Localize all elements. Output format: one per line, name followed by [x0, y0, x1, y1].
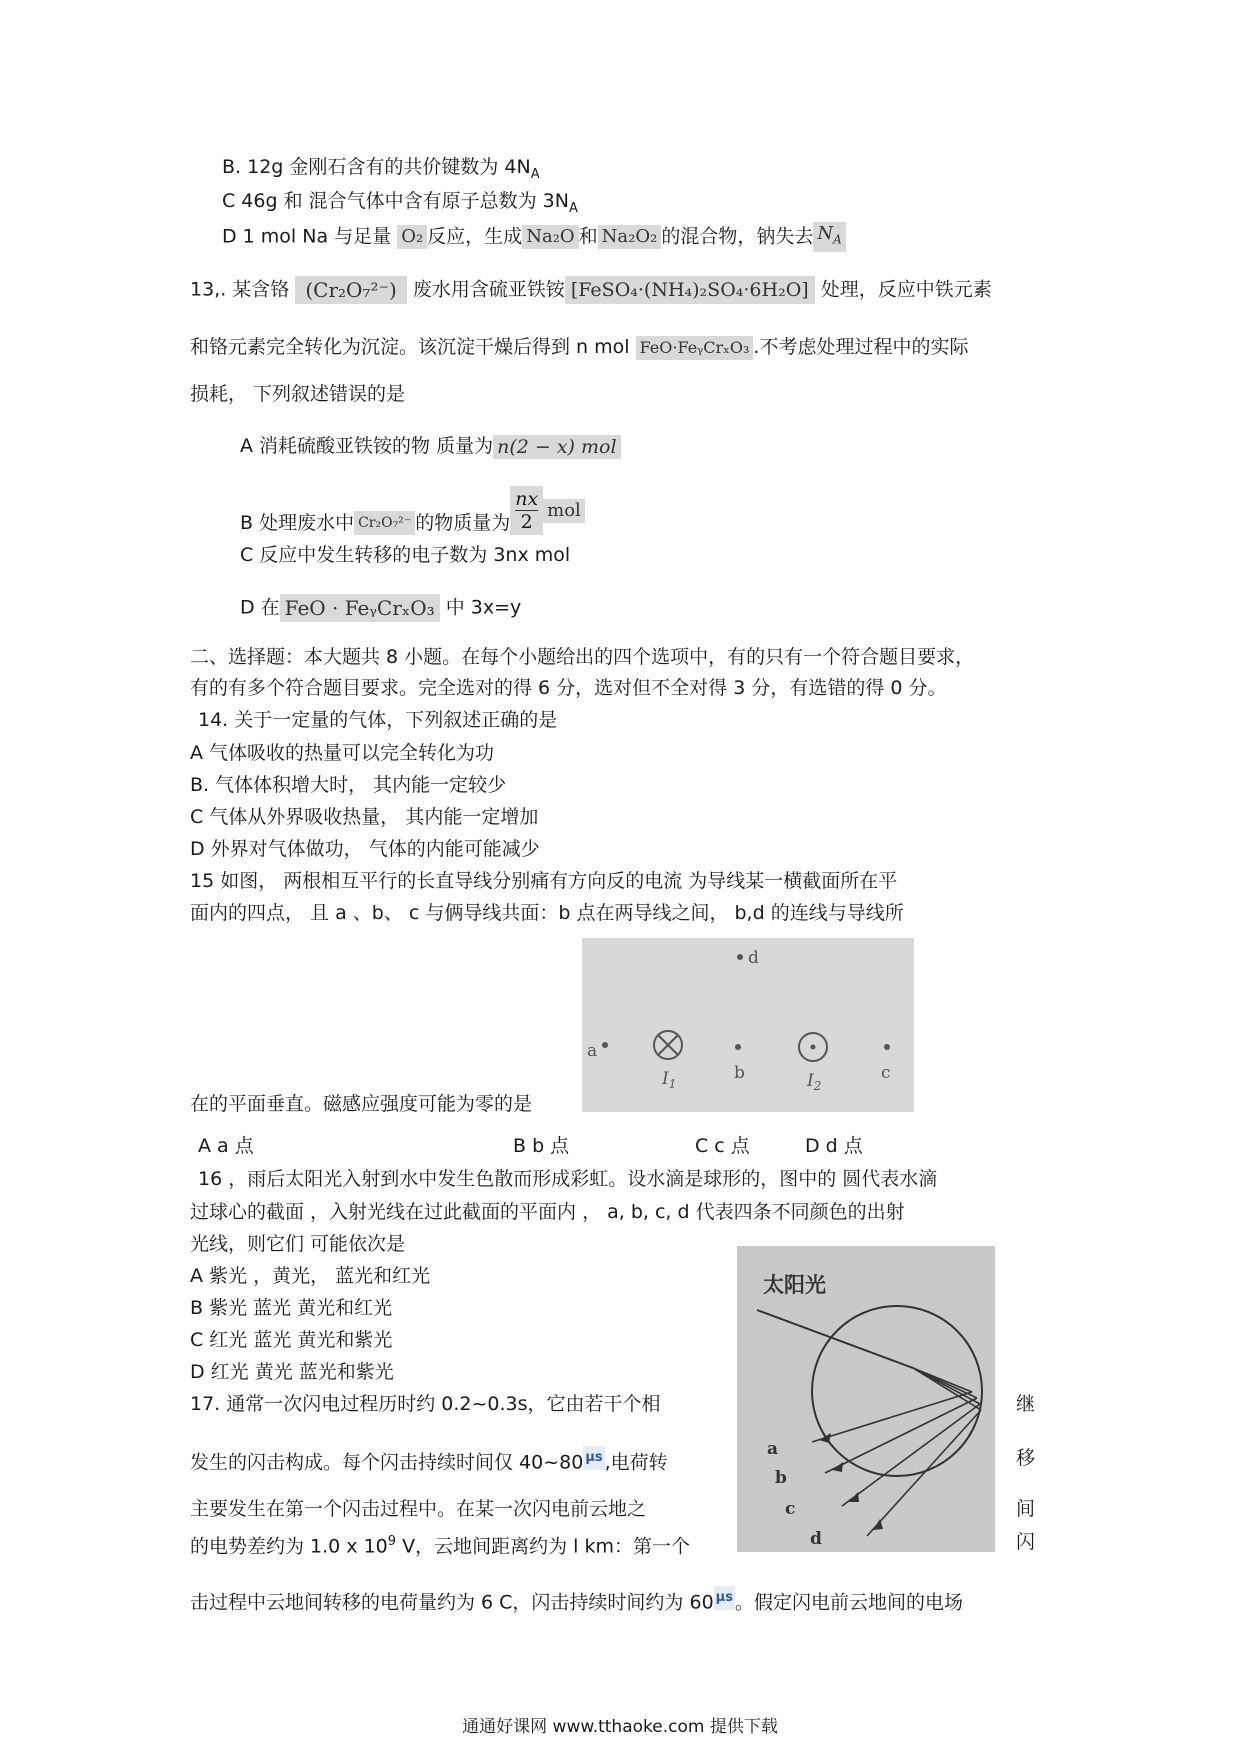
page-footer: 通通好课网 www.tthaoke.com 提供下载	[462, 1717, 778, 1737]
section2-line2: 有的有多个符合题目要求。完全选对的得 6 分，选对但不全对得 3 分，有选错的得 0 分。	[190, 677, 947, 699]
q13-line3: 损耗， 下列叙述错误的是	[190, 383, 406, 405]
formula-na2o: Na₂O	[522, 225, 578, 249]
q14-stem: 14. 关于一定量的气体，下列叙述正确的是	[198, 709, 558, 731]
fig15-label-a: a	[587, 1041, 598, 1061]
q13-option-d: D 在 FeO · FeᵧCrₓO₃ 中 3x=y	[240, 596, 522, 620]
fig16-label-a: a	[767, 1439, 779, 1459]
formula-dichromate: (Cr₂O₇²⁻)	[295, 276, 406, 304]
fig16-label-d: d	[810, 1529, 822, 1549]
formula-cr2o7: Cr₂O₇²⁻	[354, 511, 415, 535]
q14-option-b: B. 气体体积增大时， 其内能一定较少	[190, 774, 507, 796]
q15-option-a: A a 点	[198, 1135, 254, 1157]
mu-s-unit-2: μs	[714, 1586, 735, 1610]
formula-n2x: n(2 − x) mol	[493, 435, 620, 459]
q16-line2: 过球心的截面 ，入射光线在过此截面的平面内 ， a, b, c, d 代表四条不同颜色的出射	[190, 1201, 905, 1223]
q12-option-b: B. 12g 金刚石含有的共价键数为 $4N_A$	[222, 156, 540, 182]
q15-option-d: D d 点	[805, 1135, 863, 1157]
q17-line4-left: 的电势差约为 1.0 x $10^9$ V，云地间距离约为 l km：第一个	[190, 1534, 690, 1558]
q14-option-c: C 气体从外界吸收热量， 其内能一定增加	[190, 806, 539, 828]
fig15-label-b: b	[734, 1063, 745, 1083]
q16-option-c: C 红光 蓝光 黄光和紫光	[190, 1329, 393, 1351]
q15-option-b: B b 点	[513, 1135, 570, 1157]
q15-line1: 15 如图， 两根相互平行的长直导线分别痛有方向反的电流 为导线某一横截面所在平	[190, 870, 898, 892]
q17-line1-left: 17. 通常一次闪电过程历时约 0.2~0.3s，它由若干个相	[190, 1393, 661, 1415]
q17-line4-right: 闪	[1016, 1531, 1036, 1553]
q13-line2: 和铬元素完全转化为沉淀。该沉淀干燥后得到 n mol FeO·FeᵧCrₓO₃ .不考虑处理过程中的实际	[190, 336, 969, 358]
q16-line3: 光线，则它们 可能依次是	[190, 1233, 406, 1255]
q16-line1: 16 ，雨后太阳光入射到水中发生色散而形成彩虹。设水滴是球形的，图中的 圆代表水滴	[198, 1168, 938, 1190]
fig15-label-i1: $I_1$	[662, 1069, 677, 1091]
fig15-label-d: d	[748, 948, 759, 968]
formula-precipitate-d: FeO · FeᵧCrₓO₃	[280, 594, 440, 622]
q16-option-d: D 红光 黄光 蓝光和紫光	[190, 1361, 394, 1383]
fig16-label-c: c	[785, 1499, 796, 1519]
q13-option-b: B 处理废水中 Cr₂O₇²⁻ 的物质量为 $\frac{nx}{2}$ mol	[240, 486, 585, 536]
formula-na-constant: $N_A$	[813, 222, 845, 252]
q13-line1: 13,. 某含铬 (Cr₂O₇²⁻) 废水用含硫亚铁铵 [FeSO₄·(NH₄)₂SO₄·6H₂O] 处理，反应中铁元素	[190, 278, 992, 302]
q17-line1-right: 继	[1016, 1393, 1036, 1415]
q17-line3-right: 间	[1016, 1498, 1036, 1520]
fig15-label-c: c	[881, 1063, 891, 1083]
q14-option-a: A 气体吸收的热量可以完全转化为功	[190, 742, 495, 764]
q13-option-c: C 反应中发生转移的电子数为 3nx mol	[240, 544, 571, 566]
formula-o2: O₂	[397, 225, 427, 249]
fig16-label-sun: 太阳光	[763, 1273, 826, 1297]
q15-line2: 面内的四点， 且 a 、b、 c 与俩导线共面：b 点在两导线之间， b,d 的连线与导线所	[190, 902, 904, 924]
q12-option-d: D 1 mol Na 与足量 O₂ 反应，生成 Na₂O 和 Na₂O₂ 的混合物，钠失去 $N_A$	[222, 222, 846, 252]
q14-option-d: D 外界对气体做功， 气体的内能可能减少	[190, 838, 540, 860]
formula-precipitate: FeO·FeᵧCrₓO₃	[636, 336, 754, 360]
q13-option-a: A 消耗硫酸亚铁铵的物 质量为 n(2 − x) mol	[240, 434, 621, 459]
q17-line2-left: 发生的闪击构成。每个闪击持续时间仅 40~80 μs ,电荷转	[190, 1446, 668, 1474]
q17-line3-left: 主要发生在第一个闪击过程中。在某一次闪电前云地之	[190, 1498, 647, 1520]
q12-option-c: C 46g 和 混合气体中含有原子总数为 $3N_A$	[222, 190, 578, 216]
q16-option-b: B 紫光 蓝光 黄光和红光	[190, 1297, 393, 1319]
q16-option-a: A 紫光 ，黄光， 蓝光和红光	[190, 1265, 431, 1287]
fraction-nx-over-2: $\frac{nx}{2}$	[510, 486, 543, 535]
q17-line5: 击过程中云地间转移的电荷量约为 6 C，闪击持续时间约为 60 μs 。假定闪电前云地间的电场	[190, 1586, 963, 1614]
mu-s-unit: μs	[583, 1446, 604, 1470]
q15-option-c: C c 点	[695, 1135, 750, 1157]
fig15-label-i2: $I_2$	[807, 1071, 822, 1093]
q16-raindrop-figure	[737, 1246, 995, 1552]
formula-ammonium-iron-sulfate: [FeSO₄·(NH₄)₂SO₄·6H₂O]	[565, 276, 815, 304]
q17-line2-right: 移	[1016, 1447, 1036, 1469]
section2-line1: 二、选择题：本大题共 8 小题。在每个小题给出的四个选项中，有的只有一个符合题目要求，	[190, 646, 975, 668]
formula-na2o2: Na₂O₂	[598, 225, 662, 249]
q15-wire-figure	[582, 938, 914, 1112]
fig16-label-b: b	[775, 1468, 787, 1488]
q15-line3: 在的平面垂直。磁感应强度可能为零的是	[190, 1093, 533, 1115]
